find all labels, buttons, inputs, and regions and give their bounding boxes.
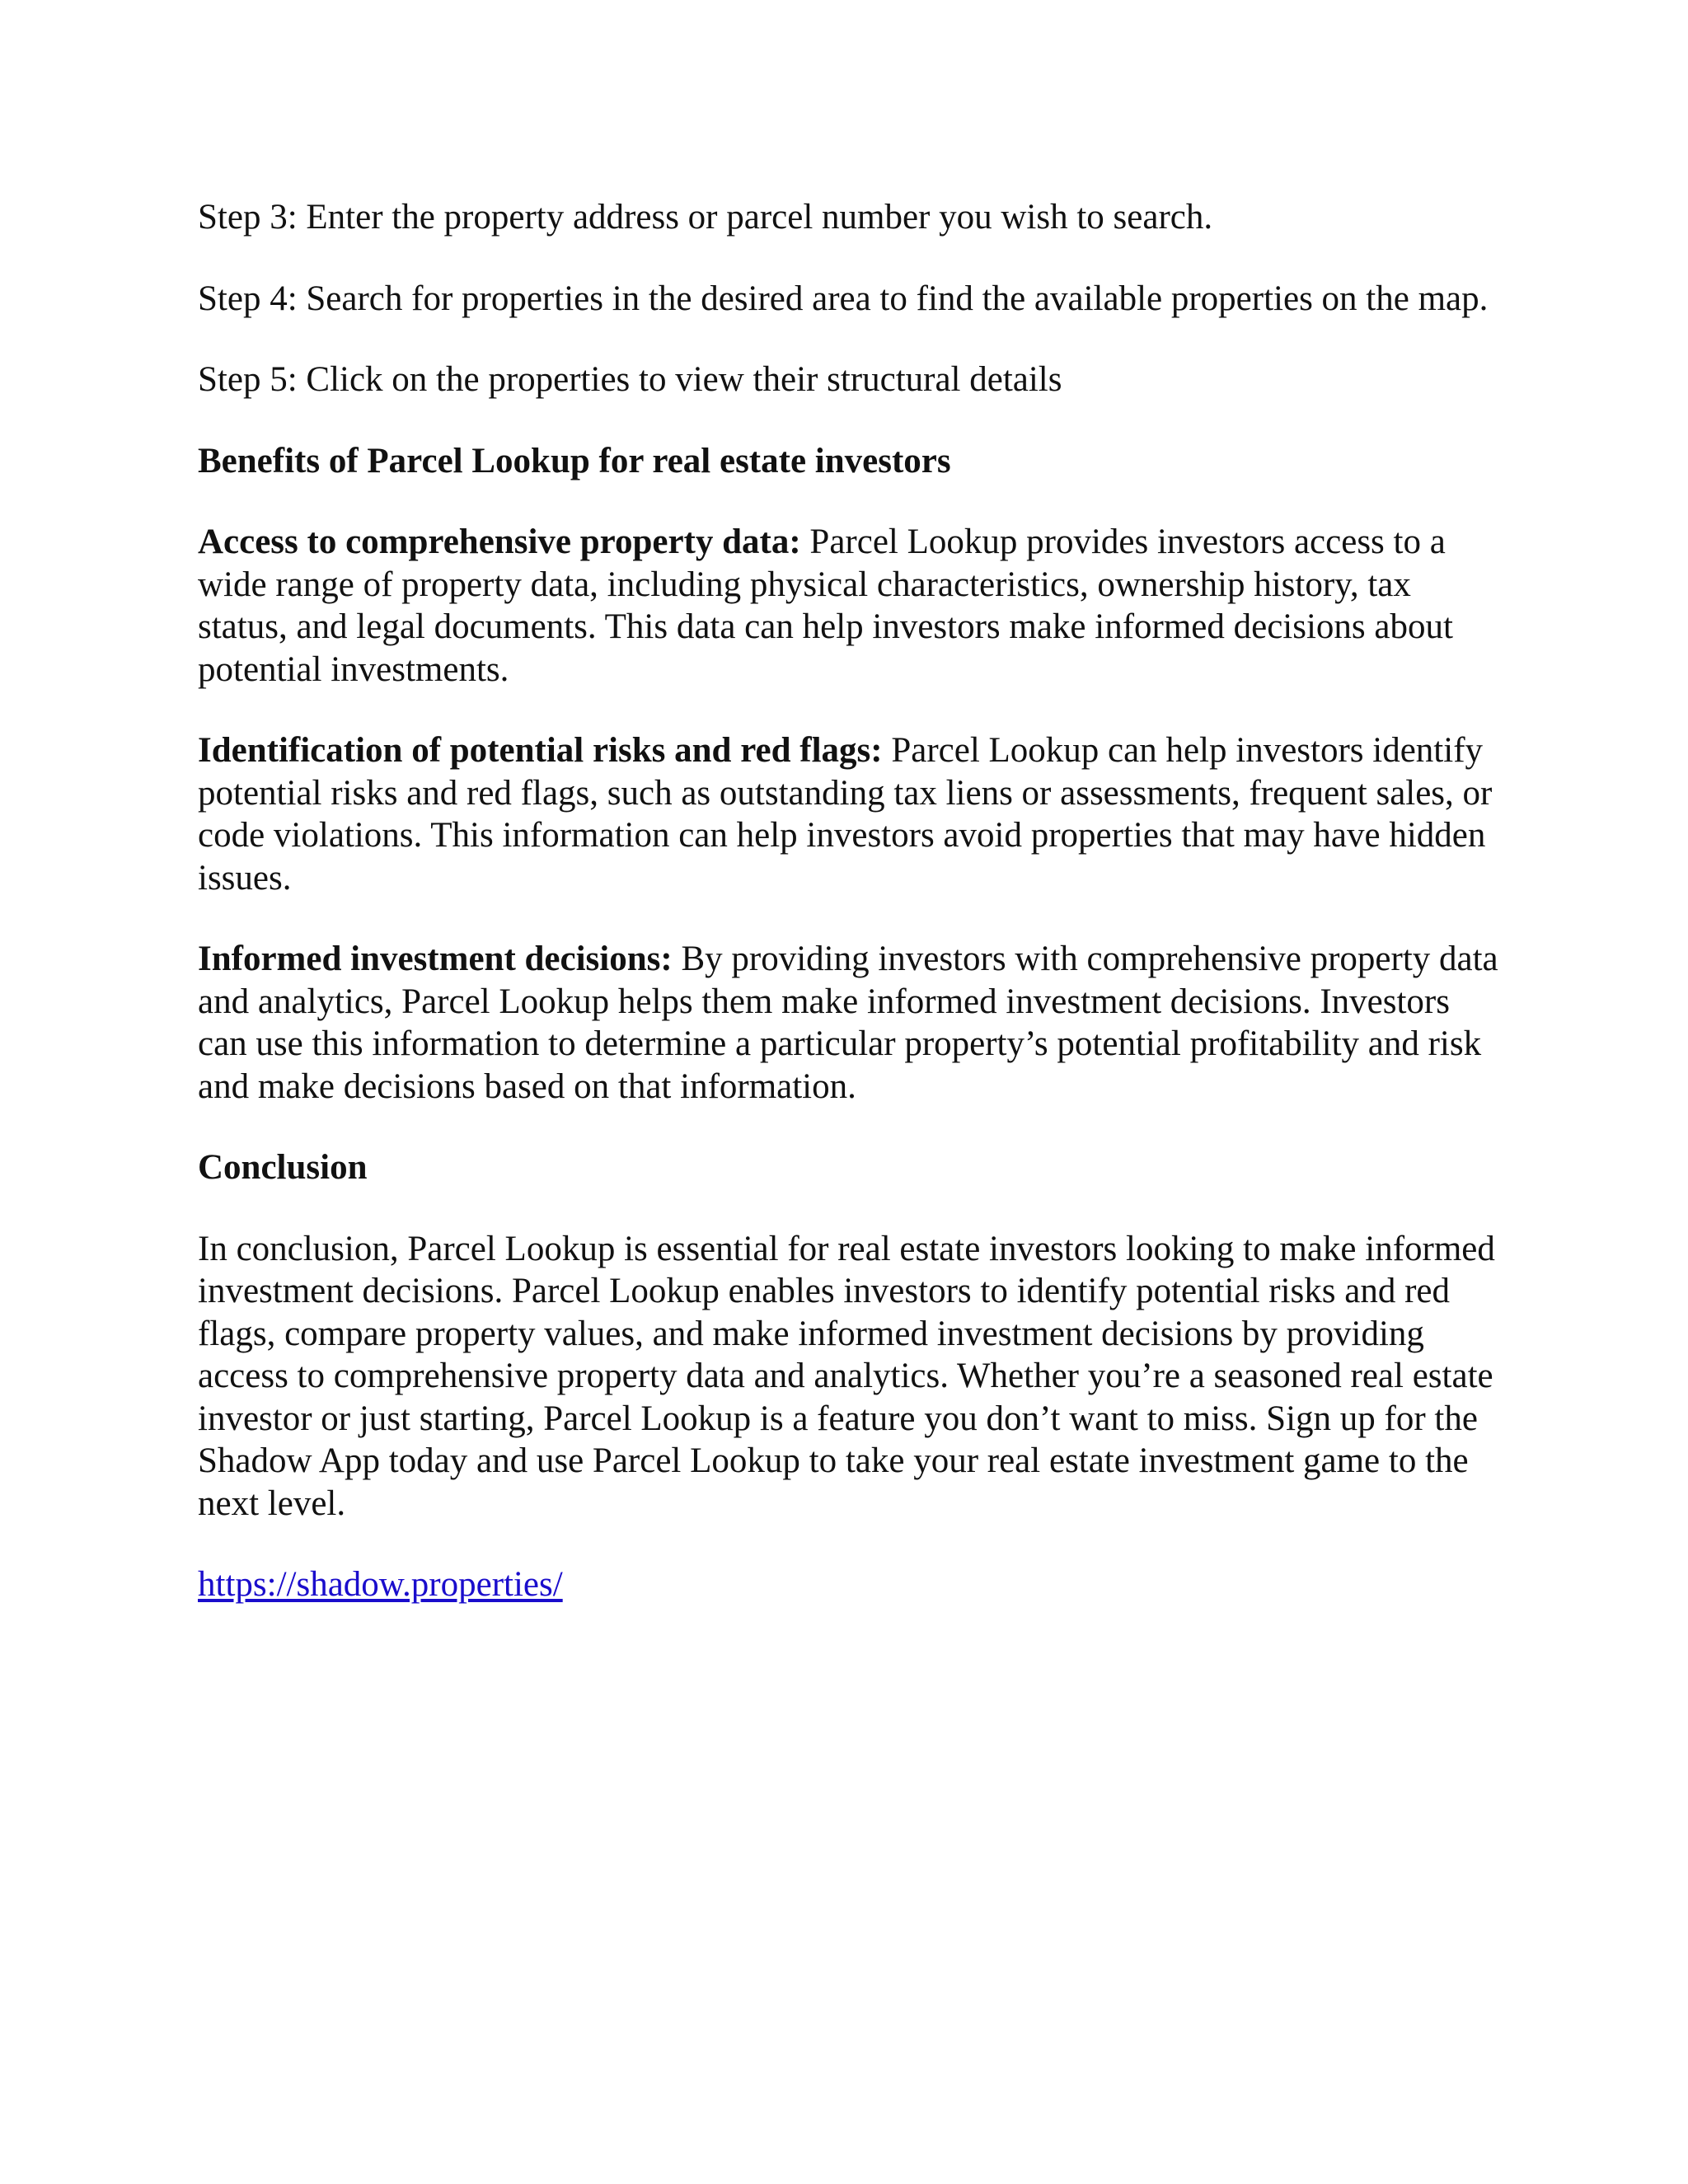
conclusion-heading: Conclusion	[198, 1148, 368, 1187]
benefit-item-2-lead: Identification of potential risks and red flags:	[198, 731, 883, 770]
benefit-item-3	[198, 938, 1500, 1108]
conclusion-text: In conclusion, Parcel Lookup is essential for real estate investors looking to make informed investment decisions. Parcel Lookup enables investors to identify potential risks and red flags, compare property values, and make informed investment decisions by providing access to comprehensive property data and analytics. Whether you’re a seasoned real estate investor or just starting, Parcel Lookup is a feature you don’t want to miss. Sign up for the Shadow App today and use Parcel Lookup to take your real estate investment game to the next level.	[198, 1229, 1495, 1523]
document-page	[198, 196, 1500, 1645]
benefit-item-1-lead: Access to comprehensive property data:	[198, 523, 801, 561]
benefits-heading: Benefits of Parcel Lookup for real estate investors	[198, 441, 951, 480]
benefit-item-3-text: By providing investors with comprehensive property data and analytics, Parcel Lookup helps them make informed investment decisions. Investors can use this information to determine a particular property’s potential profitability and risk and make decisions based on that information.	[198, 940, 1498, 1106]
benefit-item-1	[198, 521, 1500, 691]
benefit-item-1-text: Parcel Lookup provides investors access to a wide range of property data, including physical characteristics, ownership history, tax status, and legal documents. This data can help investors make informed decisions about potential investments.	[198, 523, 1453, 689]
benefit-item-2-text: Parcel Lookup can help investors identify potential risks and red flags, such as outstanding tax liens or assessments, frequent sales, or code violations. This information can help investors avoid properties that may have hidden issues.	[198, 731, 1493, 898]
website-link[interactable]: https://shadow.properties/	[198, 1565, 563, 1604]
benefit-item-2	[198, 729, 1500, 899]
step-5-text: Step 5: Click on the properties to view their structural details	[198, 360, 1062, 399]
website-link-paragraph	[198, 1563, 1500, 1606]
step-4-text: Step 4: Search for properties in the desired area to find the available properties on the map.	[198, 279, 1489, 318]
benefit-item-3-lead: Informed investment decisions:	[198, 940, 673, 978]
step-3-text: Step 3: Enter the property address or parcel number you wish to search.	[198, 198, 1213, 237]
